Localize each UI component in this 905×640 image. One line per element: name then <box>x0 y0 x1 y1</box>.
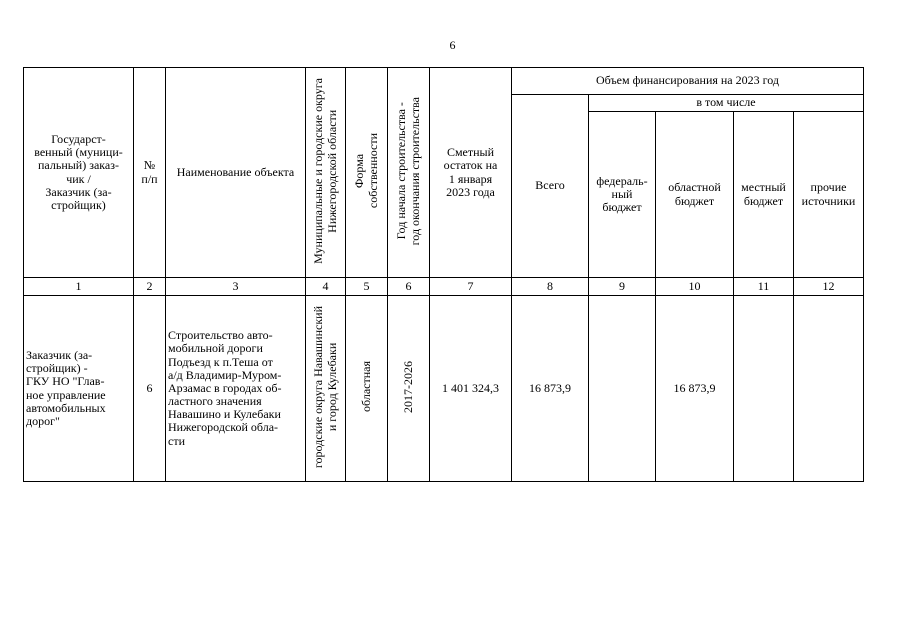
header-years: Год начала строительства - год окончания строительства <box>388 68 430 278</box>
page-number: 6 <box>449 38 456 52</box>
row-federal <box>589 296 656 482</box>
row-regional: 16 873,9 <box>656 296 734 482</box>
row-other <box>794 296 864 482</box>
column-number-row <box>24 278 864 296</box>
row-municipality: городские округа Навашинский и город Кулебаки <box>306 296 346 482</box>
row-number: 6 <box>134 296 166 482</box>
row-object-name: Строительство авто- мобильной дороги Подъезд к п.Теша от а/д Владимир-Муром- Арзамас в городах об- ластного значения Навашино и Кулебаки Нижегородской обла- сти <box>166 296 306 482</box>
column-number: 12 <box>794 278 864 296</box>
row-balance: 1 401 324,3 <box>430 296 512 482</box>
column-number: 4 <box>306 278 346 296</box>
column-number: 5 <box>346 278 388 296</box>
header-other: прочие источники <box>794 112 864 278</box>
column-number: 6 <box>388 278 430 296</box>
column-number: 1 <box>24 278 134 296</box>
column-number: 2 <box>134 278 166 296</box>
header-regional: областной бюджет <box>656 112 734 278</box>
header-local: местный бюджет <box>734 112 794 278</box>
header-customer: Государст- венный (муници- пальный) заказ- чик / Заказчик (за- стройщик) <box>24 68 134 278</box>
column-number: 11 <box>734 278 794 296</box>
header-total: Всего <box>512 95 589 278</box>
header-number: № п/п <box>134 68 166 278</box>
header-balance: Сметный остаток на 1 января 2023 года <box>430 68 512 278</box>
column-number: 3 <box>166 278 306 296</box>
header-ownership: Форма собственности <box>346 68 388 278</box>
row-years: 2017-2026 <box>388 296 430 482</box>
header-funding-title: Объем финансирования на 2023 год <box>512 68 864 95</box>
financing-table <box>23 67 864 482</box>
header-federal: федераль- ный бюджет <box>589 112 656 278</box>
row-customer: Заказчик (за- стройщик) - ГКУ НО "Глав- ное управление автомобильных дорог" <box>24 296 134 482</box>
column-number: 10 <box>656 278 734 296</box>
row-ownership: областная <box>346 296 388 482</box>
header-object-name: Наименование объекта <box>166 68 306 278</box>
header-including: в том числе <box>589 95 864 112</box>
header-municipality: Муниципальные и городские округа Нижегородской области <box>306 68 346 278</box>
table-row <box>24 296 864 482</box>
row-local <box>734 296 794 482</box>
column-number: 9 <box>589 278 656 296</box>
column-number: 7 <box>430 278 512 296</box>
column-number: 8 <box>512 278 589 296</box>
row-total: 16 873,9 <box>512 296 589 482</box>
